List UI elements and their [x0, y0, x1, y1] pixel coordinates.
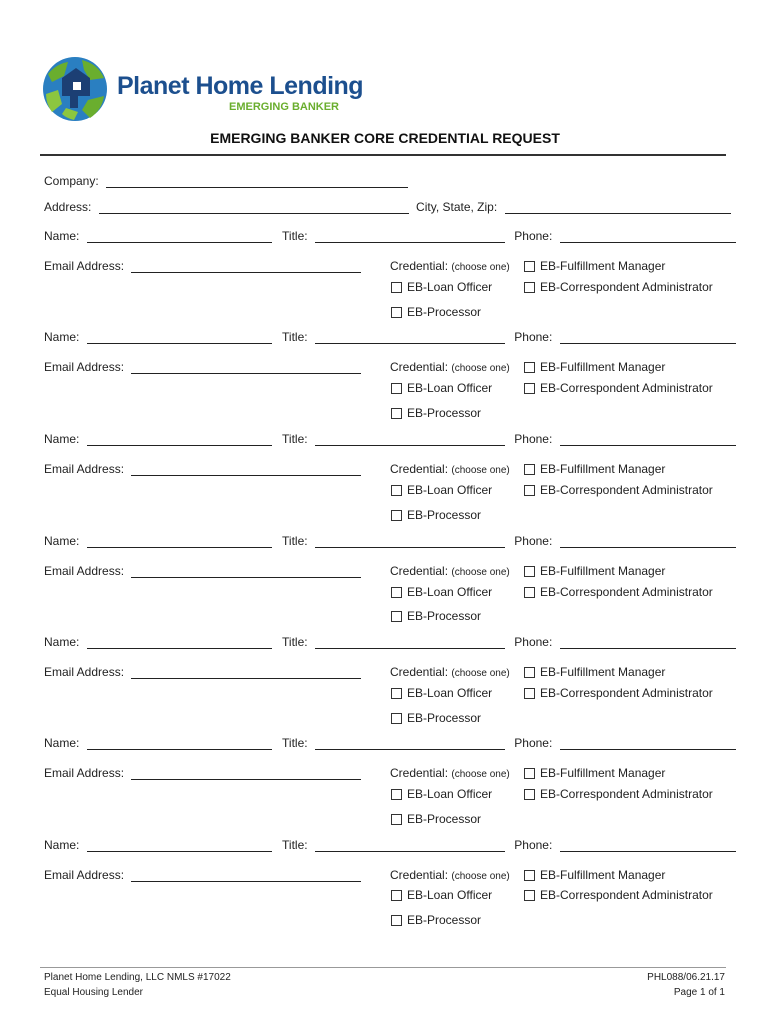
checkbox[interactable] [391, 713, 402, 724]
phone-field[interactable] [560, 737, 736, 750]
title-field[interactable] [315, 331, 505, 344]
option-label: EB-Fulfillment Manager [540, 766, 666, 780]
email-field[interactable] [131, 767, 361, 780]
globe-logo-icon [42, 56, 108, 122]
footer-divider [40, 967, 726, 968]
email-label: Email Address: [44, 766, 125, 780]
name-label: Name: [44, 432, 80, 446]
option-correspondent-administrator[interactable] [524, 787, 713, 801]
checkbox[interactable] [524, 566, 535, 577]
option-label: EB-Loan Officer [407, 280, 493, 294]
name-label: Name: [44, 736, 80, 750]
option-label: EB-Processor [407, 508, 482, 522]
credential-label [390, 665, 510, 679]
phone-label: Phone: [514, 229, 553, 243]
phone-field[interactable] [560, 433, 736, 446]
checkbox[interactable] [524, 667, 535, 678]
option-label: EB-Fulfillment Manager [540, 868, 666, 882]
choose-one-text: (choose one) [451, 668, 510, 679]
checkbox[interactable] [391, 587, 402, 598]
choose-one-text: (choose one) [451, 262, 510, 273]
title-label: Title: [282, 736, 308, 750]
checkbox[interactable] [391, 383, 402, 394]
phone-label: Phone: [514, 534, 553, 548]
email-label: Email Address: [44, 868, 125, 882]
entry-7-name-row [44, 838, 736, 852]
address-field[interactable] [99, 201, 409, 214]
email-label: Email Address: [44, 462, 125, 476]
company-field[interactable] [106, 175, 408, 188]
option-label: EB-Fulfillment Manager [540, 259, 666, 273]
name-field[interactable] [87, 433, 272, 446]
checkbox[interactable] [391, 408, 402, 419]
footer-left [44, 970, 231, 1000]
checkbox[interactable] [391, 890, 402, 901]
name-field[interactable] [87, 636, 272, 649]
phone-field[interactable] [560, 331, 736, 344]
email-field[interactable] [131, 361, 361, 374]
option-label: EB-Processor [407, 812, 482, 826]
name-label: Name: [44, 330, 80, 344]
choose-one-text: (choose one) [451, 769, 510, 780]
option-processor[interactable] [391, 711, 481, 725]
email-field[interactable] [131, 260, 361, 273]
option-label: EB-Fulfillment Manager [540, 360, 666, 374]
title-field[interactable] [315, 636, 505, 649]
checkbox[interactable] [524, 362, 535, 373]
option-fulfillment-manager[interactable] [524, 259, 665, 273]
entry-2-name-row [44, 330, 736, 344]
checkbox[interactable] [524, 261, 535, 272]
credential-text: Credential: [390, 564, 449, 578]
phone-label: Phone: [514, 432, 553, 446]
option-label: EB-Processor [407, 406, 482, 420]
option-correspondent-administrator[interactable] [524, 280, 713, 294]
address-row [44, 200, 731, 214]
entry-2-email-row [44, 360, 361, 374]
title-field[interactable] [315, 737, 505, 750]
email-field[interactable] [131, 666, 361, 679]
option-fulfillment-manager[interactable] [524, 462, 665, 476]
title-field[interactable] [315, 230, 505, 243]
company-label: Company: [44, 174, 99, 188]
checkbox[interactable] [524, 485, 535, 496]
checkbox[interactable] [391, 307, 402, 318]
option-processor[interactable] [391, 305, 481, 319]
checkbox[interactable] [391, 510, 402, 521]
email-label: Email Address: [44, 259, 125, 273]
option-correspondent-administrator[interactable] [524, 585, 713, 599]
title-field[interactable] [315, 839, 505, 852]
email-field[interactable] [131, 869, 361, 882]
city-state-zip-field[interactable] [505, 201, 731, 214]
choose-one-text: (choose one) [451, 363, 510, 374]
entry-6-name-row [44, 736, 736, 750]
checkbox[interactable] [391, 789, 402, 800]
name-label: Name: [44, 635, 80, 649]
entry-4-name-row [44, 534, 736, 548]
credential-text: Credential: [390, 868, 449, 882]
title-label: Title: [282, 635, 308, 649]
company-row [44, 174, 408, 188]
entry-3-name-row [44, 432, 736, 446]
credential-text: Credential: [390, 462, 449, 476]
city-state-zip-label: City, State, Zip: [416, 200, 498, 214]
phone-field[interactable] [560, 535, 736, 548]
option-label: EB-Processor [407, 609, 482, 623]
option-fulfillment-manager[interactable] [524, 868, 665, 882]
option-label: EB-Correspondent Administrator [540, 787, 713, 801]
option-fulfillment-manager[interactable] [524, 564, 665, 578]
option-processor[interactable] [391, 812, 481, 826]
option-processor[interactable] [391, 508, 481, 522]
name-label: Name: [44, 229, 80, 243]
choose-one-text: (choose one) [451, 465, 510, 476]
phone-label: Phone: [514, 736, 553, 750]
option-label: EB-Correspondent Administrator [540, 381, 713, 395]
title-field[interactable] [315, 433, 505, 446]
option-label: EB-Correspondent Administrator [540, 280, 713, 294]
option-label: EB-Loan Officer [407, 381, 493, 395]
option-processor[interactable] [391, 609, 481, 623]
option-label: EB-Correspondent Administrator [540, 585, 713, 599]
option-correspondent-administrator[interactable] [524, 381, 713, 395]
option-label: EB-Processor [407, 711, 482, 725]
credential-label [390, 259, 510, 273]
option-loan-officer[interactable] [391, 888, 492, 902]
phone-label: Phone: [514, 838, 553, 852]
checkbox[interactable] [524, 464, 535, 475]
option-label: EB-Loan Officer [407, 686, 493, 700]
checkbox[interactable] [524, 688, 535, 699]
option-label: EB-Correspondent Administrator [540, 686, 713, 700]
option-loan-officer[interactable] [391, 787, 492, 801]
credential-text: Credential: [390, 665, 449, 679]
credential-label [390, 462, 510, 476]
credential-label [390, 766, 510, 780]
phone-field[interactable] [560, 636, 736, 649]
option-loan-officer[interactable] [391, 686, 492, 700]
choose-one-text: (choose one) [451, 567, 510, 578]
entry-7-email-row [44, 868, 361, 882]
title-divider [40, 154, 726, 156]
title-label: Title: [282, 330, 308, 344]
title-label: Title: [282, 432, 308, 446]
checkbox[interactable] [524, 383, 535, 394]
name-field[interactable] [87, 535, 272, 548]
option-fulfillment-manager[interactable] [524, 665, 665, 679]
choose-one-text: (choose one) [451, 871, 510, 882]
entry-6-email-row [44, 766, 361, 780]
phone-label: Phone: [514, 330, 553, 344]
credential-text: Credential: [390, 360, 449, 374]
footer-right [647, 970, 725, 1000]
logo-subtitle: EMERGING BANKER [229, 101, 340, 113]
option-label: EB-Processor [407, 913, 482, 927]
name-field[interactable] [87, 230, 272, 243]
checkbox[interactable] [524, 587, 535, 598]
phone-label: Phone: [514, 635, 553, 649]
name-label: Name: [44, 838, 80, 852]
option-correspondent-administrator[interactable] [524, 483, 713, 497]
entry-4-email-row [44, 564, 361, 578]
entry-5-name-row [44, 635, 736, 649]
company-logo [42, 56, 364, 128]
email-label: Email Address: [44, 360, 125, 374]
name-field[interactable] [87, 839, 272, 852]
option-loan-officer[interactable] [391, 483, 492, 497]
checkbox[interactable] [524, 870, 535, 881]
title-label: Title: [282, 838, 308, 852]
footer-page-number: Page 1 of 1 [673, 987, 725, 998]
footer-form-code: PHL088/06.21.17 [647, 972, 725, 983]
option-correspondent-administrator[interactable] [524, 686, 713, 700]
phone-field[interactable] [560, 839, 736, 852]
option-correspondent-administrator[interactable] [524, 888, 713, 902]
option-processor[interactable] [391, 406, 481, 420]
credential-label [390, 868, 510, 882]
checkbox[interactable] [391, 611, 402, 622]
credential-label [390, 360, 510, 374]
credential-text: Credential: [390, 259, 449, 273]
option-label: EB-Loan Officer [407, 787, 493, 801]
option-label: EB-Fulfillment Manager [540, 665, 666, 679]
option-label: EB-Fulfillment Manager [540, 564, 666, 578]
checkbox[interactable] [391, 688, 402, 699]
checkbox[interactable] [391, 282, 402, 293]
option-label: EB-Loan Officer [407, 483, 493, 497]
option-label: EB-Correspondent Administrator [540, 483, 713, 497]
entry-3-email-row [44, 462, 361, 476]
credential-text: Credential: [390, 766, 449, 780]
name-label: Name: [44, 534, 80, 548]
address-label: Address: [44, 200, 92, 214]
option-loan-officer[interactable] [391, 280, 492, 294]
footer-company-nmls: Planet Home Lending, LLC NMLS #17022 [44, 972, 231, 983]
option-fulfillment-manager[interactable] [524, 360, 665, 374]
email-label: Email Address: [44, 564, 125, 578]
email-field[interactable] [131, 463, 361, 476]
checkbox[interactable] [524, 282, 535, 293]
option-loan-officer[interactable] [391, 381, 492, 395]
option-label: EB-Loan Officer [407, 585, 493, 599]
title-field[interactable] [315, 535, 505, 548]
name-field[interactable] [87, 331, 272, 344]
form-title: EMERGING BANKER CORE CREDENTIAL REQUEST [210, 130, 560, 146]
entry-1-email-row [44, 259, 361, 273]
footer-equal-housing: Equal Housing Lender [44, 987, 143, 998]
name-field[interactable] [87, 737, 272, 750]
option-processor[interactable] [391, 913, 481, 927]
option-label: EB-Processor [407, 305, 482, 319]
phone-field[interactable] [560, 230, 736, 243]
entry-1-name-row [44, 229, 736, 243]
entry-5-email-row [44, 665, 361, 679]
credential-label [390, 564, 510, 578]
checkbox[interactable] [524, 768, 535, 779]
option-label: EB-Loan Officer [407, 888, 493, 902]
option-fulfillment-manager[interactable] [524, 766, 665, 780]
email-field[interactable] [131, 565, 361, 578]
logo-wordmark: Planet Home Lending [117, 72, 364, 100]
checkbox[interactable] [524, 789, 535, 800]
option-loan-officer[interactable] [391, 585, 492, 599]
checkbox[interactable] [391, 814, 402, 825]
option-label: EB-Correspondent Administrator [540, 888, 713, 902]
checkbox[interactable] [391, 485, 402, 496]
checkbox[interactable] [524, 890, 535, 901]
title-label: Title: [282, 534, 308, 548]
email-label: Email Address: [44, 665, 125, 679]
checkbox[interactable] [391, 915, 402, 926]
option-label: EB-Fulfillment Manager [540, 462, 666, 476]
title-label: Title: [282, 229, 308, 243]
